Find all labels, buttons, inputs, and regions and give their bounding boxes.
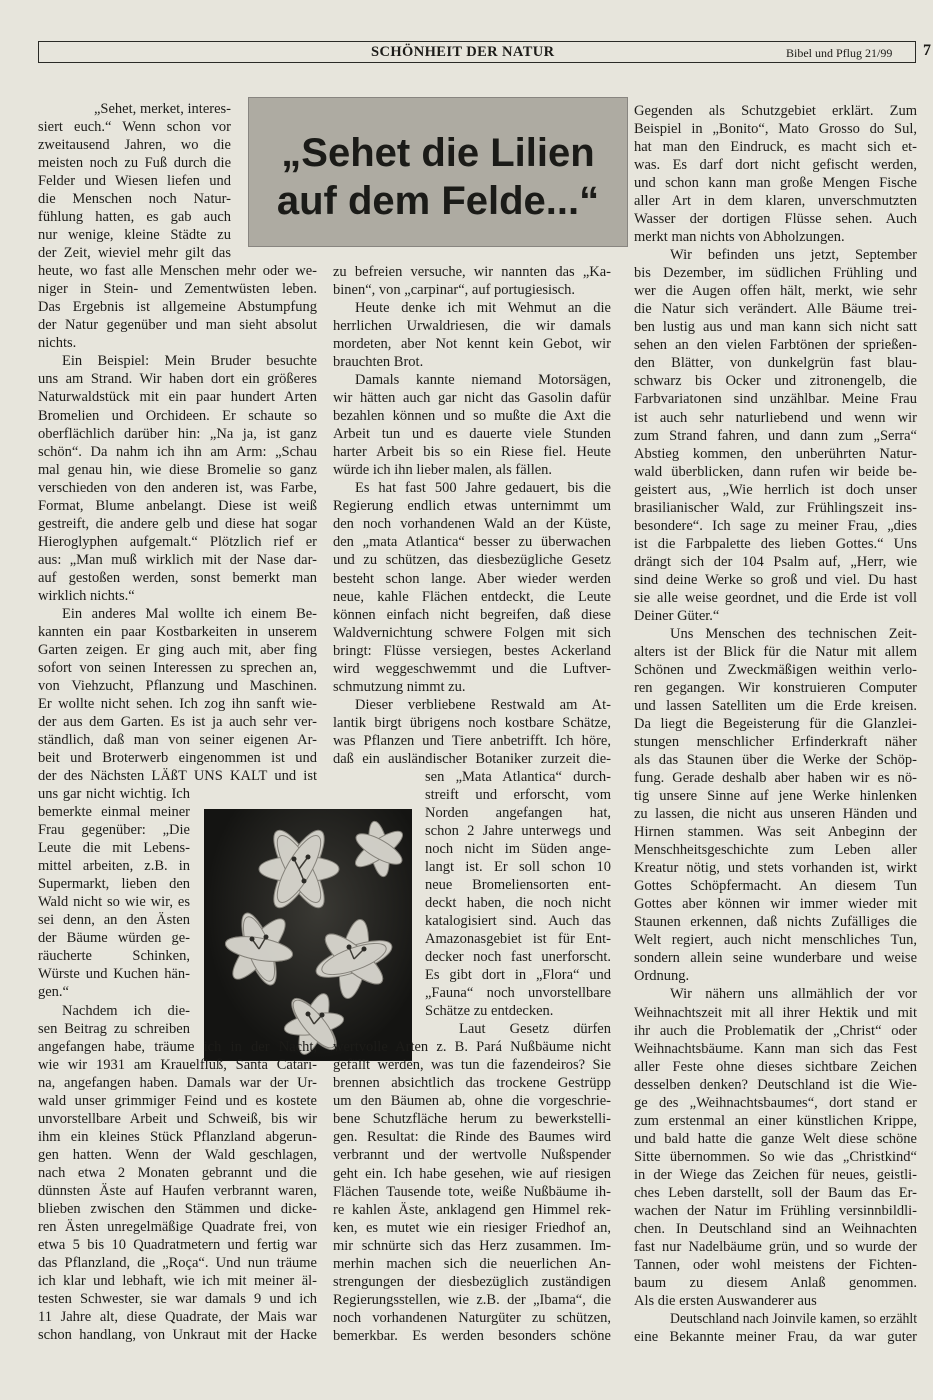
text-line: Damals kannte niemand Motorsägen, (355, 372, 611, 389)
text-line: wird weggeschwemmt und die Luftver- (333, 660, 611, 677)
text-line: würde ich ihn lieber malen, als fällen. (333, 462, 553, 479)
text-line: chen. In Deutschland sind an Weihnachten (634, 1220, 917, 1237)
text-line: alters ist der Blick für die Natur mit allem (634, 643, 917, 660)
text-line: daß ein ausländischer Botaniker zurzeit die- (333, 750, 611, 767)
text-line: drängt sich der 104 Psalm auf, „Herr, wie (634, 553, 917, 570)
text-line: Kreatur nötig, und stets vorhanden ist, wirkt (634, 860, 917, 877)
text-line: was Pflanzen und Tiere anbetrifft. Ich höre, (333, 732, 611, 749)
text-line: ge des „Weihnachtsbaumes“, dort stand er (634, 1094, 917, 1111)
text-line: Schätze zu entdecken. (425, 1003, 554, 1020)
text-line: Hirnen stammen. Was seit Anbeginn der (634, 824, 917, 841)
text-line: desselben denken? Deutschland ist die Wie- (634, 1076, 917, 1093)
text-line: nach etwa 2 Monaten gebrannt und die (38, 1164, 317, 1181)
text-line: sehen an den vielen Farbtönen der sprießen- (634, 337, 917, 354)
text-line: können einfach nicht begreifen, daß diese (333, 606, 611, 623)
text-line: räucherte Schinken, (38, 948, 190, 965)
text-line: blieben zwischen den Stämmen und dicke- (38, 1200, 317, 1217)
text-line: neue Bromeliensorten ent- (425, 877, 611, 894)
text-line: gestreift, die andere gelb und diese hat sogar (38, 515, 317, 532)
text-line: Wir befinden uns jetzt, September (670, 247, 917, 264)
text-line: Flächen Tausende tote, weiße Nußbäume ih- (333, 1183, 611, 1200)
text-line: angefangen habe, träume ich in der Nacht, (38, 1038, 317, 1055)
text-line: Hieroglyphen aufgemalt.“ Plötzlich rief er (38, 533, 317, 550)
text-line: bene Schutzfläche herum zu bewerkstelli- (333, 1111, 611, 1128)
text-line: der Zeit, wieviel mehr gilt das (38, 245, 231, 262)
text-line: stungen menschlicher Erfinderkraft näher (634, 734, 917, 751)
text-line: Bromelien und Orchideen. Er schaute so (38, 407, 317, 424)
text-line: mir schnürte sich das Herz zusammen. Im- (333, 1237, 611, 1254)
text-line: Ordnung. (634, 968, 690, 985)
text-line: besteht schon lange. Aber wieder werden (333, 570, 611, 587)
text-line: dünnsten Äste auf Haufen verbrannt waren, (38, 1182, 317, 1199)
text-line: meisten noch zu Fuß durch die (38, 155, 231, 172)
text-line: Beispiel in „Bonito“, Mato Grosso do Sul, (634, 121, 917, 138)
text-line: geht ein. Ich habe gesehen, wie auf riesigen (333, 1165, 611, 1182)
text-line: wald überblicken, dann rufen wir beide be- (634, 463, 917, 480)
text-line: Leute die mit Lebens- (38, 840, 190, 857)
text-line: Deiner Güter.“ (634, 607, 720, 624)
text-line: Tannen, oder wohl meistens der Fichten- (634, 1256, 917, 1273)
text-line: Format, Blume anbelangt. Diese ist weiß (38, 497, 317, 514)
section-title: SCHÖNHEIT DER NATUR (371, 44, 555, 60)
text-line: sen Beitrag zu schreiben (38, 1020, 190, 1037)
text-line: eine Bekannte meiner Frau, da war guter (634, 1329, 917, 1346)
text-line: Menschheitsgeschichte zum Leben aller (634, 842, 917, 859)
text-line: ist die Farbpalette des lieben Gottes.“ Uns (634, 535, 917, 552)
text-line: Uns Menschen des technischen Zeit- (670, 625, 917, 642)
text-line: als das Staunen über die Werke der Schöp- (634, 752, 917, 769)
text-line: aller Art in dem klaren, unverschmutzten (634, 193, 917, 210)
text-line: Er wollte nicht sehen. Ich zog ihn sanft wie- (38, 695, 317, 712)
text-line: mittel arbeiten, z.B. in (38, 858, 190, 875)
text-line: den Blätter, von dunkelgrün fast blau- (634, 355, 917, 372)
text-line: merhin machen sich die neuerlichen An- (333, 1255, 611, 1272)
text-line: herrlichen Urwaldriesen, die wir damals (333, 318, 611, 335)
text-line: aus: „Man muß wirklich mit der Nase dar- (38, 551, 317, 568)
text-line: Gottes Schöpfermacht. An diesem Tun (634, 878, 917, 895)
text-line: 11 Jahre alt, diese Quadrate, der Mais war (38, 1309, 317, 1325)
text-line: wer die Augen offen hält, merkt, wie sehr (634, 283, 917, 300)
article-title-line-1: „Sehet die Lilien (281, 131, 595, 175)
text-line: besondere“. Ich sage zu meiner Frau, „dies (634, 517, 917, 534)
text-line: fung. Gerade deshalb aber haben wir es nö- (634, 770, 917, 787)
text-line: na, angefangen haben. Damals war der Ur- (38, 1074, 317, 1091)
text-line: Wald nicht so wie wir, es (38, 894, 190, 911)
text-line: beit und Broterwerb eingenommen ist und (38, 750, 317, 767)
text-line: Da liegt die Begeisterung für die Glanzlei- (634, 716, 917, 733)
text-line: um den Bäumen ab, ohne die vorgeschrie- (333, 1093, 611, 1110)
text-line: ist auch sehr naturliebend und wenn wir (634, 409, 917, 426)
text-line: sie alle weise geordnet, und die Erde ist voll (634, 589, 917, 606)
text-line: fast nur Nadelbäume grün, und so wurde der (634, 1238, 917, 1255)
text-line: Würste und Kuchen hän- (38, 966, 190, 983)
text-line: Garten zeigen. Er ging auch mit, aber fing (38, 641, 317, 658)
text-line: ich klar und lebhaft, wie ich mit meiner äl- (38, 1272, 317, 1289)
text-line: gen.“ (38, 984, 69, 1001)
text-line: Laut Gesetz dürfen (459, 1021, 611, 1038)
text-line: verbrannt und der wertvolle Nußspender (333, 1147, 611, 1164)
text-line: ben lustig aus und man kann sich nicht satt (634, 319, 917, 336)
text-line: lantik birgt übrigens noch kostbare Schätze, (333, 714, 611, 731)
text-line: zweitausend Jahren, wo die (38, 137, 231, 154)
text-line: und bald hatte die ganze Welt diese schöne (634, 1130, 917, 1147)
text-line: die Natur sich verändert. Alle Bäume trei- (634, 301, 917, 318)
text-line: und lassen Satelliten um die Erde kreisen. (634, 697, 917, 714)
text-line: wie wir 1931 am Krauelfluß, Santa Catari- (38, 1056, 317, 1073)
text-line: wir hätten auch gar nicht das Gasolin dafür (333, 390, 611, 407)
text-line: niger in Stein- und Zementwüsten leben. (38, 281, 317, 298)
text-line: Deutschland nach Joinvile kamen, so erzählt (670, 1311, 918, 1327)
text-line: der aus dem Garten. Es ist ja auch sehr ver- (38, 714, 317, 731)
text-line: Gottes aber können wir immer wieder mit (634, 896, 917, 913)
text-line: bemerkbar. Es werden besonders schöne (333, 1327, 611, 1344)
text-line: schwarz bis Ocker und zitronengelb, die (634, 373, 917, 390)
text-line: was. Es darf dort nicht gefischt werden, (634, 157, 917, 174)
text-line: Dieser verbliebene Restwald am At- (355, 696, 611, 713)
text-line: nur wenige, kleine Städte zu (38, 227, 231, 244)
text-line: Waldvernichtung schwere Folgen mit sich (333, 624, 611, 641)
article-title-line-2: auf dem Felde...“ (276, 179, 600, 223)
text-line: schön“. Da nahm ich ihn am Arm: „Schau (38, 443, 317, 460)
text-line: langt ist. Er soll schon 10 (425, 858, 611, 875)
text-line: den noch vorhandenen Wald an der Küste, (333, 516, 611, 533)
text-line: Abstieg kommen, den unberührten Natur- (634, 445, 917, 462)
text-line: testen Schwester, sie war damals 9 und ich (38, 1290, 317, 1307)
text-line: sei denn, an den Ästen (38, 912, 190, 929)
text-line: Farbvariatonen sind unzählbar. Meine Frau (634, 391, 917, 408)
text-line: Felder und Wiesen liefen und (38, 173, 231, 190)
text-line: die Menschen noch Natur- (38, 191, 231, 208)
text-line: wertvolle Arten z. B. Pará Nußbäume nicht (333, 1039, 611, 1056)
text-line: das Pflanzland, die „Roça“. Und nun träume (38, 1254, 317, 1271)
text-line: wirklich nichts.“ (38, 587, 135, 604)
text-line: Als die ersten Auswanderer aus (634, 1292, 817, 1309)
text-line: schon 2 Jahre unterwegs und (425, 822, 611, 839)
text-line: zum Strand fahren, und dann zum „Serra“ (634, 427, 917, 444)
text-line: gen. Resultat: die Rinde des Baumes wird (333, 1129, 611, 1146)
text-line: Frau gegenüber: „Die (38, 822, 190, 839)
text-line: gefällt werden, was tun die fazendeiros? Sie (333, 1057, 611, 1074)
text-line: brasilianischer Wald, zur Frühlingszeit ins- (634, 499, 917, 516)
text-line: Schönen und Zweckmäßigen weithin verlo- (634, 661, 917, 678)
text-line: decker noch fast unerforscht. (425, 949, 611, 966)
text-line: der Natur gegenüber und man sieht absolut (38, 317, 317, 334)
text-line: der Bäume würden ge- (38, 930, 190, 947)
lily-photo (204, 809, 412, 1061)
text-line: Regierungsstellen, wie z.B. der „Ibama“, die (333, 1291, 611, 1308)
text-line: baum zu diesem Anlaß genommen. (634, 1274, 917, 1291)
text-line: zu lassen, die nicht aus unseren Händen und (634, 806, 917, 823)
issue-label: Bibel und Pflug 21/99 (786, 46, 893, 60)
text-line: verschieden von den anderen ist, was Farbe, (38, 479, 317, 496)
text-line: merkt man nichts von Abholzungen. (634, 229, 845, 246)
text-line: nichts. (38, 335, 77, 352)
text-line: harter Arbeit bis so ein Riese fiel. Heute (333, 444, 611, 461)
text-line: bemerkte einmal meiner (38, 804, 190, 821)
text-line: mal genau hin, wie diese Bromelie so ganz (38, 461, 317, 478)
text-line: schmutzung nimmt zu. (333, 678, 466, 695)
text-line: zum erstenmal an einer künstlichen Krippe, (634, 1112, 917, 1129)
text-line: bis Dezember, im südlichen Frühling und (634, 265, 917, 282)
text-line: Naturwaldstück mit ein paar hundert Arten (38, 389, 317, 406)
text-line: kannten ein paar Kostbarkeiten in unserem (38, 623, 317, 640)
text-line: Ein anderes Mal wollte ich einem Be- (62, 605, 317, 622)
text-line: Nachdem ich die- (62, 1002, 190, 1019)
text-line: oberflächlich darüber hin: „Na ja, ist ganz (38, 425, 317, 442)
text-line: ches Leben darstellt, soll der Baum das Er- (634, 1184, 917, 1201)
text-line: strengungen der diesbezüglich zuständigen (333, 1273, 611, 1290)
text-line: binen“, von „carpinar“, auf portugiesisch. (333, 282, 575, 299)
text-line: Arbeit tun und es dauerte viele Stunden (333, 426, 611, 443)
text-line: Es gibt dort in „Flora“ und (425, 967, 611, 984)
text-line: siert euch.“ Wenn schon vor (38, 119, 231, 136)
text-line: Wasser der dortigen Flüsse sehen. Auch (634, 211, 917, 228)
text-line: Wir nähern uns allmählich der vor (670, 986, 917, 1003)
text-line: Staunen erkennen, daß nichts Zufälliges die (634, 914, 917, 931)
text-line: sind deine Werke so groß und viel. Du hast (634, 571, 917, 588)
text-line: unvorstellbare Arbeit und Schweiß, bis wir (38, 1110, 317, 1127)
text-line: neue, kahle Flächen entdeckt, die Leute (333, 588, 611, 605)
text-line: sondern allein seine wunderbare und weise (634, 950, 917, 967)
text-line: Das Ergebnis ist allgemeine Abstumpfung (38, 299, 317, 316)
text-line: Sitte übernommen. So wie das „Christkind“ (634, 1148, 917, 1165)
text-line: auf gestoßen werden, sonst bemerkt man (38, 569, 317, 586)
text-line: sen „Mata Atlantica“ durch- (425, 768, 611, 785)
text-line: ren gegangen. Wir konstruieren Computer (634, 679, 917, 696)
text-line: in der Wiege das Zeichen für neues, geistli- (634, 1166, 917, 1183)
text-line: Ein Beispiel: Mein Bruder besuchte (62, 353, 317, 370)
text-line: bringt: Flüsse versiegen, bestes Ackerland (333, 642, 611, 659)
text-line: und schon kann man große Mengen Fische (634, 175, 917, 192)
text-line: Es hat fast 500 Jahre gedauert, bis die (355, 480, 611, 497)
text-line: tig unsere Sinne auf jene Werke hinlenken (634, 788, 917, 805)
text-line: Welt regiert, auch nicht menschliches Tun, (634, 932, 917, 949)
text-line: zu befreien versuche, wir nannten das „Ka- (333, 264, 611, 280)
text-line: brauchten Brot. (333, 354, 424, 371)
text-line: ihr auch die Problematik der „Christ“ oder (634, 1022, 917, 1039)
text-line: brennen absichtlich das trockene Gestrüpp (333, 1075, 611, 1092)
text-line: Norden angefangen hat, (425, 804, 611, 821)
text-line: Weihnachtsbäume. Kann man sich das Fest (634, 1040, 917, 1057)
text-line: Regierung endlich etwas unternimmt um (333, 498, 611, 515)
text-line: etwa 5 bis 10 Quadratmetern und fertig war (38, 1236, 317, 1253)
text-line: „Fauna“ noch unvorstellbare (425, 985, 611, 1002)
text-line: aller Feste ohne dieses sichtbare Zeichen (634, 1058, 917, 1075)
text-line: Heute denke ich mit Wehmut an die (355, 300, 611, 317)
text-line: Gegenden als Schutzgebiet erklärt. Zum (634, 103, 917, 119)
text-line: heute, wo fast alle Menschen mehr oder we- (38, 263, 317, 280)
page-header (38, 41, 931, 63)
text-line: ständlich, daß man von seiner eigenen Ar- (38, 732, 317, 749)
text-line: deckt haben, die noch nicht (425, 895, 611, 912)
text-line: und zu schützen, das diesbezügliche Gesetz (333, 552, 611, 569)
text-line: Amazonasgebiet ist für Ent- (425, 931, 611, 948)
text-line: wald unser grimmiger Feind und es kostete (38, 1092, 317, 1109)
text-line: re kahlen Äste, anklagend gen Himmel rek- (333, 1201, 611, 1218)
text-line: noch vorhandenen Naturgüter zu schützen, (333, 1309, 611, 1326)
text-line: uns gar nicht wichtig. Ich (38, 786, 190, 803)
text-line: sofort von seinen Interessen zu sprechen an, (38, 659, 317, 676)
text-line: streift und erforscht, vom (425, 786, 611, 803)
text-line: geistert aus, „Wie herrlich ist doch unser (634, 481, 917, 498)
article-title-box (248, 97, 628, 247)
text-line: von Viehzucht, Pflanzung und Maschinen. (38, 677, 317, 694)
text-line: ken, es mutet wie ein riesiger Friedhof an, (333, 1219, 611, 1236)
text-line: hat man den Eindruck, es macht sich et- (634, 139, 917, 156)
text-line: katalogisiert sind. Auch das (425, 913, 611, 930)
text-line: ihm ein kleines Stück Pflanzland abgerun- (38, 1128, 317, 1145)
text-line: gen hatten. Wenn der Wald geschlagen, (38, 1146, 317, 1163)
text-line: den „mata Atlantica“ besser zu überwachen (333, 534, 611, 551)
text-line: ren Ästen unregelmäßige Quadrate frei, von (38, 1218, 317, 1235)
text-line: wachen der Natur im Frühling versinnbildli- (634, 1202, 917, 1219)
text-line: Supermarkt, lieben den (38, 876, 190, 893)
text-line: uns am Strand. Wir haben dort ein größeres (38, 371, 317, 388)
text-line: Weihnachtszeit mit all ihrer Hektik und mit (634, 1004, 917, 1021)
page-number: 7 (923, 42, 931, 59)
text-line: fühlung hatten, es gab auch (38, 209, 231, 226)
text-line: noch nicht im Süden ange- (425, 840, 611, 857)
text-line: „Sehet, merket, interes- (94, 101, 231, 117)
text-line: bezahlen können und so mußte die Axt die (333, 408, 611, 425)
text-line: schon handlang, von Unkraut mit der Hacke (38, 1327, 317, 1344)
lily-flowers-illustration (204, 809, 412, 1061)
text-line: der des Nächsten LÄßT UNS KALT und ist (38, 768, 317, 785)
text-line: mordeten, aber Not kennt kein Gebot, wir (333, 336, 611, 353)
